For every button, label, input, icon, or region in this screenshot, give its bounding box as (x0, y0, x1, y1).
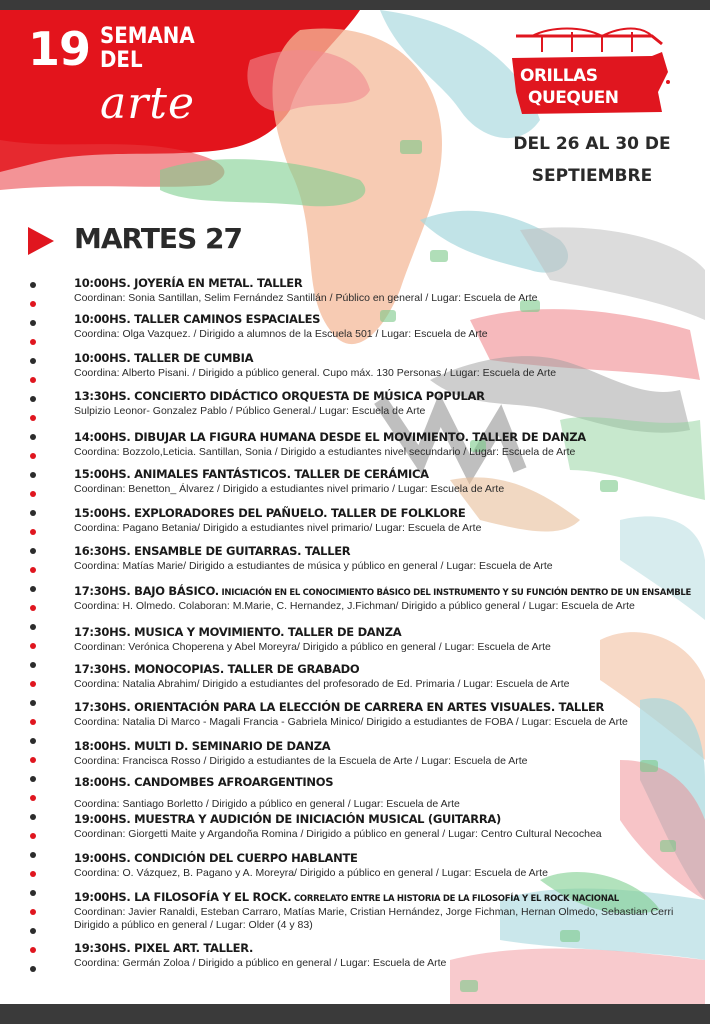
bullet-dot (30, 605, 36, 611)
event-item (74, 312, 704, 341)
event-title: 13:30HS. CONCIERTO DIDÁCTICO ORQUESTA DE MÚSICA POPULAR (74, 389, 485, 403)
event-description: Coordinan: Verónica Choperena y Abel Moreyra/ Dirigido a público en general / Lugar: Escuela de Arte (74, 641, 551, 653)
event-item (74, 351, 704, 380)
bullet-dot (30, 320, 36, 326)
event-item (74, 890, 704, 932)
event-title: 15:00HS. ANIMALES FANTÁSTICOS. TALLER DE CERÁMICA (74, 467, 429, 481)
event-title: 16:30HS. ENSAMBLE DE GUITARRAS. TALLER (74, 544, 351, 558)
bottom-border (0, 1004, 710, 1024)
event-item (74, 700, 704, 729)
bullet-dot (30, 491, 36, 497)
event-item (74, 584, 704, 613)
bullet-dot (30, 662, 36, 668)
bullet-dot (30, 871, 36, 877)
red-arrow-icon (28, 227, 54, 255)
bullet-dot (30, 567, 36, 573)
bullet-dot (30, 396, 36, 402)
event-item (74, 544, 704, 573)
event-title-subtitle: INICIACIÓN EN EL CONOCIMIENTO BÁSICO DEL INSTRUMENTO Y SU FUNCIÓN DENTRO DE UN ENSAMBLE (218, 588, 692, 598)
event-description: Coordina: Alberto Pisani. / Dirigido a público general. Cupo máx. 130 Personas / Lugar: Escuela de Arte (74, 367, 557, 379)
event-title: 10:00HS. JOYERÍA EN METAL. TALLER (74, 276, 303, 290)
event-description: Coordina: O. Vázquez, B. Pagano y A. Moreyra/ Dirigido a público en general / Lugar: Escuela de Arte (74, 867, 548, 879)
event-item (74, 739, 704, 768)
event-description: Coordina: Olga Vazquez. / Dirigido a alumnos de la Escuela 501 / Lugar: Escuela de Arte (74, 328, 488, 340)
event-item (74, 467, 704, 496)
bullet-dot (30, 453, 36, 459)
event-title: 19:00HS. MUESTRA Y AUDICIÓN DE INICIACIÓN MUSICAL (GUITARRA) (74, 812, 501, 826)
header-word-semana: SEMANA (100, 24, 195, 49)
event-description: Coordinan: Sonia Santillan, Selim Fernández Santillán / Público en general / Lugar: Escuela de Arte (74, 292, 538, 304)
event-description: Coordina: H. Olmedo. Colaboran: M.Marie, C. Hernandez, J.Fichman/ Dirigido a público general / Lugar: Escuela de Arte (74, 600, 635, 612)
logo-text-quequen: QUEQUEN (528, 88, 619, 108)
event-description: Coordina: Matías Marie/ Dirigido a estudiantes de música y público en general / Lugar: Escuela de Arte (74, 560, 553, 572)
event-description: Coordina: Natalia Di Marco - Magali Francia - Gabriela Minico/ Dirigido a estudiantes de FOBA / Lugar: Escuela de Arte (74, 716, 628, 728)
bullet-dot (30, 472, 36, 478)
event-description: Coordinan: Benetton_ Álvarez / Dirigido a estudiantes nivel primario / Lugar: Escuela de Arte (74, 483, 505, 495)
bullet-dot (30, 947, 36, 953)
event-item (74, 430, 704, 459)
bullet-dot (30, 814, 36, 820)
bullet-dot (30, 890, 36, 896)
event-description: Sulpizio Leonor- Gonzalez Pablo / Público General./ Lugar: Escuela de Arte (74, 405, 426, 417)
bullet-dot (30, 377, 36, 383)
bullet-dot (30, 529, 36, 535)
event-title (74, 890, 704, 904)
event-dates (502, 128, 682, 192)
bullet-dot (30, 852, 36, 858)
event-title: 14:00HS. DIBUJAR LA FIGURA HUMANA DESDE EL MOVIMIENTO. TALLER DE DANZA (74, 430, 586, 444)
edition-number: 19 (28, 22, 91, 76)
event-description: Coordinan: Giorgetti Maite y Argandoña Romina / Dirigido a público en general / Lugar: Centro Cultural Necochea (74, 828, 602, 840)
event-title-subtitle: CORRELATO ENTRE LA HISTORIA DE LA FILOSOFÍA Y EL ROCK NACIONAL (291, 894, 619, 904)
bullet-dot (30, 738, 36, 744)
event-title: 10:00HS. TALLER CAMINOS ESPACIALES (74, 312, 321, 326)
event-title: 17:30HS. ORIENTACIÓN PARA LA ELECCIÓN DE CARRERA EN ARTES VISUALES. TALLER (74, 700, 605, 714)
event-item (74, 812, 704, 841)
event-title: 18:00HS. MULTI D. SEMINARIO DE DANZA (74, 739, 331, 753)
bullet-dot (30, 586, 36, 592)
bullet-dot (30, 909, 36, 915)
bullet-dot (30, 966, 36, 972)
event-item (74, 276, 704, 305)
event-description: Coordina: Pagano Betania/ Dirigido a estudiantes nivel primario/ Lugar: Escuela de Arte (74, 522, 482, 534)
bullet-dot (30, 301, 36, 307)
event-item (74, 389, 704, 418)
event-title: 17:30HS. MUSICA Y MOVIMIENTO. TALLER DE DANZA (74, 625, 402, 639)
event-title: 10:00HS. TALLER DE CUMBIA (74, 351, 254, 365)
header-word-del: DEL (100, 48, 143, 73)
event-title-main: 17:30HS. BAJO BÁSICO. (74, 584, 219, 598)
event-description: Coordina: Santiago Borletto / Dirigido a público en general / Lugar: Escuela de Arte (74, 798, 460, 810)
event-item (74, 625, 704, 654)
bullet-dot (30, 681, 36, 687)
event-title: 18:00HS. CANDOMBES AFROARGENTINOS (74, 775, 334, 789)
event-description: Coordina: Francisca Rosso / Dirigido a estudiantes de la Escuela de Arte / Lugar: Escuela de Arte (74, 755, 528, 767)
event-title: 19:30HS. PIXEL ART. TALLER. (74, 941, 254, 955)
bullet-dot (30, 700, 36, 706)
bullet-dot (30, 795, 36, 801)
event-item (74, 775, 704, 811)
bullet-dot (30, 719, 36, 725)
event-title (74, 584, 704, 598)
bullet-dot (30, 643, 36, 649)
bullet-dot (30, 358, 36, 364)
bullet-dot (30, 415, 36, 421)
bullet-dot (30, 776, 36, 782)
event-item (74, 941, 704, 970)
logo-text-orillas: ORILLAS (520, 66, 598, 86)
bullet-dot (30, 624, 36, 630)
event-title: 15:00HS. EXPLORADORES DEL PAÑUELO. TALLER DE FOLKLORE (74, 506, 466, 520)
dates-line-1: DEL 26 AL 30 DE (513, 134, 671, 154)
event-description-line-2: Dirigido a público en general / Lugar: Older (4 y 83) (74, 919, 313, 931)
day-title: MARTES 27 (74, 222, 242, 255)
event-description: Coordina: Germán Zoloa / Dirigido a público en general / Lugar: Escuela de Arte (74, 957, 447, 969)
bullet-dot (30, 833, 36, 839)
event-title: 19:00HS. CONDICIÓN DEL CUERPO HABLANTE (74, 851, 358, 865)
event-description: Coordina: Natalia Abrahim/ Dirigido a estudiantes del profesorado de Ed. Primaria / Lugar: Escuela de Arte (74, 678, 570, 690)
event-item (74, 851, 704, 880)
event-title-main: 19:00HS. LA FILOSOFÍA Y EL ROCK. (74, 890, 292, 904)
event-title: 17:30HS. MONOCOPIAS. TALLER DE GRABADO (74, 662, 360, 676)
event-item (74, 506, 704, 535)
event-description: Coordina: Bozzolo,Leticia. Santillan, Sonia / Dirigido a estudiantes nivel secundario / Lugar: Escuela de Arte (74, 446, 576, 458)
event-description: Coordinan: Javier Ranaldi, Esteban Carraro, Matías Marie, Cristian Hernández, Jorge Fichman, Hernan Olmedo, Sebastian Cerri (74, 906, 674, 918)
bullet-dot (30, 282, 36, 288)
bullet-dot (30, 757, 36, 763)
bullet-dot (30, 928, 36, 934)
bullet-dot (30, 548, 36, 554)
dates-line-2: SEPTIEMBRE (531, 166, 653, 186)
bullet-dot (30, 339, 36, 345)
header-word-arte: arte (100, 78, 195, 129)
event-item (74, 662, 704, 691)
bullet-dot (30, 434, 36, 440)
bullet-dot (30, 510, 36, 516)
